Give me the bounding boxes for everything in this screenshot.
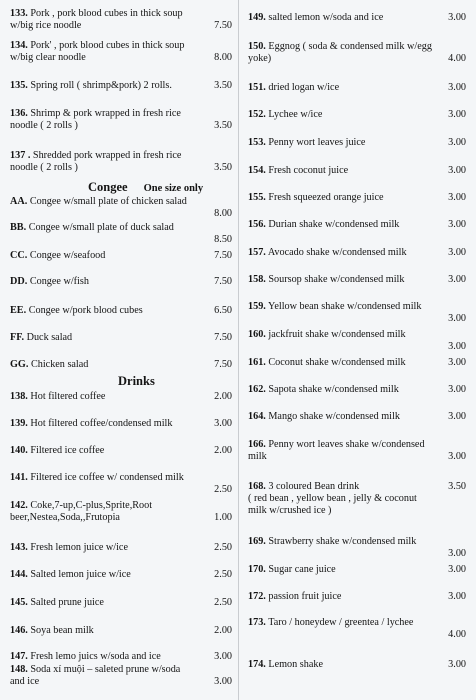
item-number: 161. [248,357,266,368]
item-price: 3.00 [448,274,466,285]
item-description: Filtered ice coffee w/ condensed milk [30,472,184,483]
item-number: 164. [248,411,266,422]
item-price: 8.00 [214,208,232,219]
item-number: 149. [248,12,266,23]
item-description-cont: beer,Nestea,Soda,,Frutopia [10,512,120,523]
menu-item [248,192,466,204]
item-number: GG. [10,359,29,370]
item-number: 145. [10,597,28,608]
item-price: 2.50 [214,569,232,580]
item-description: Eggnog ( soda & condensed milk w/egg [268,41,432,52]
item-number: 150. [248,41,266,52]
item-price: 3.00 [448,591,466,602]
item-price: 3.00 [448,192,466,203]
item-number: 151. [248,82,266,93]
item-description-cont: and ice [10,676,40,687]
item-description: Soya bean milk [30,625,94,636]
item-description: Shredded pork wrapped in fresh rice [32,150,182,161]
item-price: 1.00 [214,512,232,523]
item-price: 2.00 [214,625,232,636]
item-price: 3.00 [448,411,466,422]
item-number: 137 . [10,150,31,161]
item-number: 135. [10,80,28,91]
item-number: BB. [10,222,27,233]
item-number: 142. [10,500,28,511]
item-description: Congee w/fish [29,276,89,287]
item-number: 174. [248,659,266,670]
item-description: Congee w/small plate of chicken salad [29,196,187,207]
item-number: 153. [248,137,266,148]
item-price: 3.00 [448,82,466,93]
item-number: 138. [10,391,28,402]
menu-item [10,569,232,581]
menu-item [10,196,232,219]
item-description: Avocado shake w/condensed milk [267,247,407,258]
menu-item [10,597,232,609]
item-price: 2.50 [214,484,232,495]
item-number: 156. [248,219,266,230]
item-description: Shrimp & pork wrapped in fresh rice [30,108,181,119]
item-description: Congee w/seafood [29,250,106,261]
item-description: Salted lemon juice w/ice [30,569,131,580]
item-number: 160. [248,329,266,340]
item-price: 3.00 [448,12,466,23]
menu-item [10,664,232,688]
item-description: Soursop shake w/condensed milk [268,274,405,285]
menu-item [10,391,232,403]
item-number: FF. [10,332,25,343]
item-description: Sugar cane juice [268,564,336,575]
item-description: Congee w/small plate of duck salad [28,222,174,233]
item-price: 7.50 [214,332,232,343]
menu-item [10,40,232,64]
item-description: Duck salad [26,332,73,343]
item-description: Lychee w/ice [268,109,323,120]
item-price: 3.50 [448,481,466,492]
menu-item [10,332,232,344]
item-description: Coconut shake w/condensed milk [268,357,406,368]
item-price: 4.00 [448,53,466,64]
item-number: 170. [248,564,266,575]
right-menu-column [238,0,476,700]
item-price: 3.00 [448,137,466,148]
item-description: 3 coloured Bean drink [268,481,360,492]
drinks-heading: Drinks [118,374,155,388]
menu-item [248,301,466,324]
item-price: 3.00 [214,418,232,429]
item-price: 7.50 [214,20,232,31]
item-number: 159. [248,301,266,312]
menu-item [10,445,232,457]
item-description-cont: ( red bean , yellow bean , jelly & coconut [248,493,417,504]
item-number: 169. [248,536,266,547]
item-number: 146. [10,625,28,636]
item-number: CC. [10,250,28,261]
menu-item [248,165,466,177]
item-price: 2.50 [214,542,232,553]
item-number: 144. [10,569,28,580]
item-number: 155. [248,192,266,203]
menu-item [10,80,232,92]
item-description: dried logan w/ice [268,82,340,93]
menu-item [248,329,466,352]
item-price: 3.00 [214,651,232,662]
menu-item [10,359,232,371]
item-description: Hot filtered coffee [30,391,106,402]
item-description-cont: w/big rice noodle [10,20,82,31]
item-price: 2.00 [214,391,232,402]
item-description: Durian shake w/condensed milk [268,219,400,230]
congee-subheading: One size only [143,183,204,194]
menu-item [248,109,466,121]
item-number: 172. [248,591,266,602]
item-description-cont: noodle ( 2 rolls ) [10,120,78,131]
item-price: 2.00 [214,445,232,456]
menu-item [10,625,232,637]
item-number: 173. [248,617,266,628]
menu-item [248,591,466,603]
item-description-cont: w/big clear noodle [10,52,86,63]
item-description: passion fruit juice [268,591,342,602]
item-description: Mango shake w/condensed milk [268,411,400,422]
menu-item [248,247,466,259]
item-price: 3.00 [448,451,466,462]
item-description: Fresh coconut juice [268,165,349,176]
item-price: 3.00 [448,659,466,670]
item-price: 3.50 [214,162,232,173]
item-price: 7.50 [214,250,232,261]
menu-item [10,276,232,288]
menu-item [10,500,232,524]
item-description: Spring roll ( shrimp&pork) 2 rolls. [30,80,172,91]
menu-item [248,219,466,231]
item-number: 136. [10,108,28,119]
menu-item [10,8,232,32]
item-price: 3.50 [214,80,232,91]
menu-item [248,12,466,24]
item-price: 7.50 [214,359,232,370]
menu-item [10,150,232,174]
item-description-cont: yoke) [248,53,272,64]
item-number: AA. [10,196,28,207]
item-number: 134. [10,40,28,51]
item-description-cont: milk [248,451,267,462]
item-price: 3.00 [214,676,232,687]
menu-item [10,250,232,262]
item-price: 3.00 [448,548,466,559]
menu-item [248,411,466,423]
item-number: 140. [10,445,28,456]
item-description: Penny wort leaves shake w/condensed [268,439,425,450]
item-number: 166. [248,439,266,450]
item-number: 168. [248,481,266,492]
menu-item [248,481,466,517]
item-description-cont: noodle ( 2 rolls ) [10,162,78,173]
item-price: 7.50 [214,276,232,287]
item-number: 133. [10,8,28,19]
menu-item [248,357,466,369]
item-description: Fresh lemon juice w/ice [30,542,128,553]
item-description: Chicken salad [30,359,89,370]
item-description: Pork , pork blood cubes in thick soup [30,8,183,19]
menu-item [248,274,466,286]
menu-item [248,439,466,463]
item-description: Strawberry shake w/condensed milk [268,536,417,547]
item-price: 3.00 [448,247,466,258]
item-number: 139. [10,418,28,429]
item-price: 3.00 [448,357,466,368]
item-description: jackfruit shake w/condensed milk [268,329,406,340]
item-description: Filtered ice coffee [30,445,105,456]
item-price: 3.00 [448,165,466,176]
menu-item [248,536,466,559]
item-number: DD. [10,276,28,287]
menu-item [10,472,232,495]
item-number: 143. [10,542,28,553]
menu-item [10,418,232,430]
menu-item [248,617,466,640]
item-number: EE. [10,305,27,316]
item-description: Penny wort leaves juice [268,137,366,148]
menu-item [10,108,232,132]
item-description: Taro / honeydew / greentea / lychee [268,617,414,628]
item-description: Pork' , pork blood cubes in thick soup [30,40,185,51]
item-description: Soda xí muội – saleted prune w/soda [30,664,181,675]
item-number: 152. [248,109,266,120]
item-price: 3.00 [448,341,466,352]
item-description: Sapota shake w/condensed milk [268,384,399,395]
menu-item [248,659,466,671]
item-description: Lemon shake [268,659,323,670]
item-price: 3.00 [448,564,466,575]
item-price: 4.00 [448,629,466,640]
item-description: Congee w/pork blood cubes [28,305,143,316]
item-description: Coke,7-up,C-plus,Sprite,Root [30,500,153,511]
congee-heading: Congee One size only [88,180,204,194]
item-description: Salted prune juice [30,597,104,608]
menu-item [248,82,466,94]
item-price: 3.50 [214,120,232,131]
item-price: 3.00 [448,109,466,120]
item-description: Hot filtered coffee/condensed milk [30,418,173,429]
item-price: 8.50 [214,234,232,245]
item-number: 157. [248,247,266,258]
menu-item [10,651,232,663]
item-description-cont: milk w/crushed ice ) [248,505,332,516]
item-price: 2.50 [214,597,232,608]
item-price: 8.00 [214,52,232,63]
item-description: Fresh lemo juics w/soda and ice [30,651,161,662]
item-price: 6.50 [214,305,232,316]
item-description: Yellow bean shake w/condensed milk [268,301,422,312]
menu-item [248,137,466,149]
item-price: 3.00 [448,313,466,324]
item-number: 147. [10,651,28,662]
menu-item [10,222,232,245]
item-number: 141. [10,472,28,483]
menu-item [10,542,232,554]
menu-item [248,564,466,576]
item-price: 3.00 [448,384,466,395]
menu-item [10,305,232,317]
menu-item [248,384,466,396]
menu-item [248,41,466,65]
item-number: 162. [248,384,266,395]
item-number: 148. [10,664,28,675]
item-description: Fresh squeezed orange juice [268,192,384,203]
item-number: 158. [248,274,266,285]
item-number: 154. [248,165,266,176]
item-description: salted lemon w/soda and ice [268,12,384,23]
item-price: 3.00 [448,219,466,230]
